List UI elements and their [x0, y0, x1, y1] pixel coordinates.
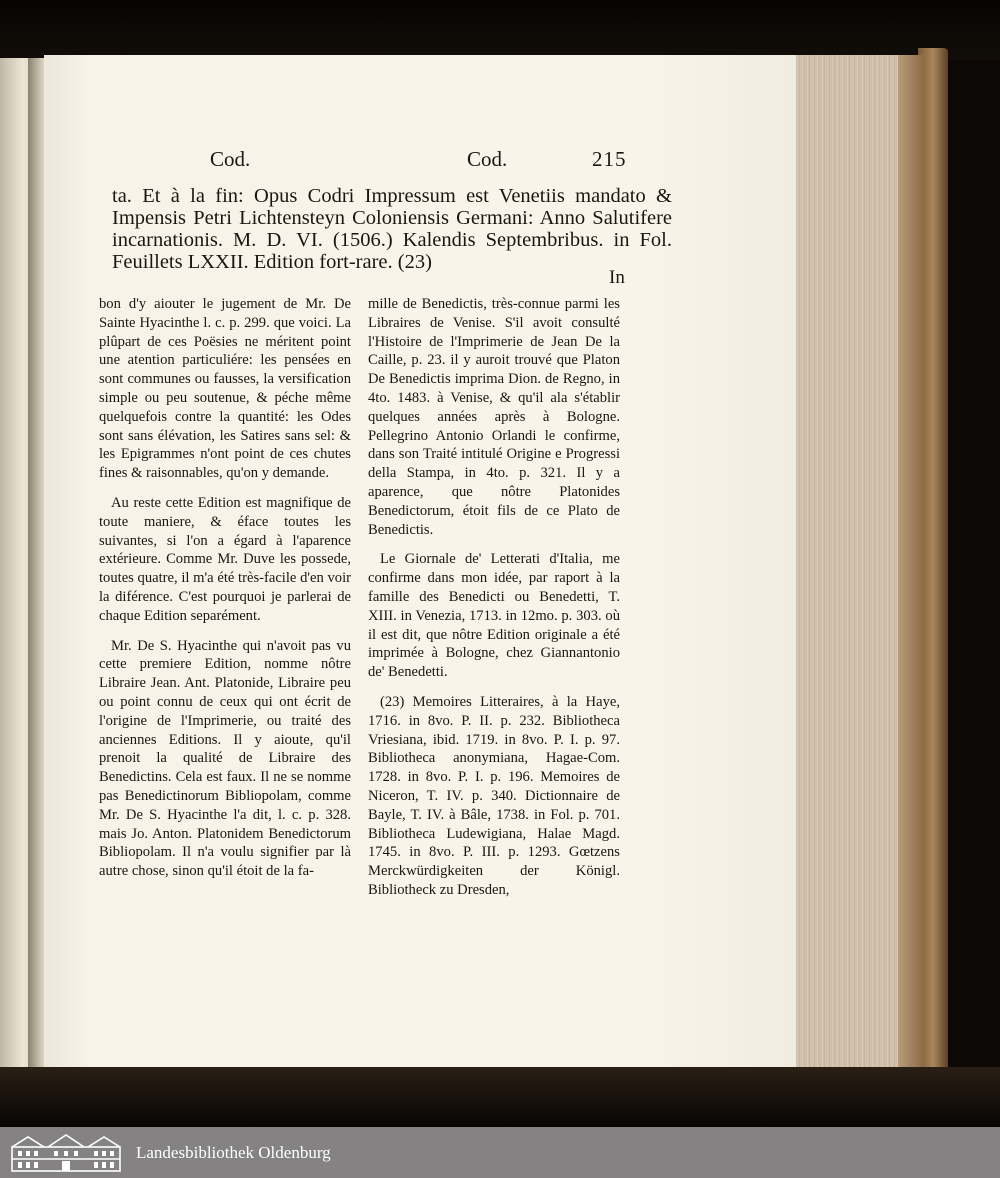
page-number: 215 [592, 147, 627, 171]
library-building-icon [8, 1133, 124, 1173]
catalog-entry: ta. Et à la fin: Opus Codri Impressum est Venetiis mandato & Impensis Petri Lichtensteyn Coloniensis Germani: Anno Salutifere incarnationis. M. D. VI. (1506.) Kalendis Septembribus. in Fol. Feuillets LXXII. Edition fort-rare. (23) [112, 185, 672, 273]
background-bottom [0, 1067, 1000, 1127]
paragraph: mille de Benedictis, très-connue parmi les Libraires de Venise. S'il avoit consulté l'Histoire de l'Imprimerie de Jean De la Caille, p. 23. il y auroit trouvé que Platon De Benedictis imprima Dion. de Regno, in 4to. 1483. à Venise, & qu'il ala s'établir quelques années après à Bologne. Pellegrino Antonio Orlandi le confirme, dans son Traité intitulé Origine e Progressi della Stampa, in 4to. p. 321. Il y a aparence, que nôtre Platonides Benedictorum, étoit fils de ce Plato de Benedictis. [368, 296, 620, 538]
paragraph: Le Giornale de' Letterati d'Italia, me confirme dans mon idée, par raport à la famille des Benedicti ou Benedetti, T. XIII. in Venezia, 1713. in 12mo. p. 303. où il est dit, que nôtre Edition originale a été imprimée à Bologne, chez Giannantonio de' Benedetti. [368, 551, 620, 681]
paragraph: Au reste cette Edition est magnifique de toute maniere, & éface toutes les suivantes, si l'on a égard à l'aparence extérieure. Comme Mr. Duve les possede, toutes quatre, il m'a été très-facile d'en voir la diférence. C'est pourquoi je parlerai de chaque Edition separément. [99, 494, 351, 624]
running-head-left: Cod. [210, 147, 251, 171]
paragraph: bon d'y aiouter le jugement de Mr. De Sainte Hyacinthe l. c. p. 299. que voici. La plûpart de ces Poësies ne méritent point une atention particuliére: les pensées en sont communes ou fausses, la versification simple ou peu soutenue, & péche même quelquefois contre la quantité: les Odes sont sans élévation, les Satires sans sel: & les Epigrammes n'ont point de ces chutes fines & raisonnables, qu'on y demande. [99, 296, 351, 482]
library-name: Landesbibliothek Oldenburg [136, 1142, 331, 1162]
page-edges [796, 55, 924, 1067]
footnote: (23) Memoires Litteraires, à la Haye, 1716. in 8vo. P. II. p. 232. Bibliotheca Vriesiana, ibid. 1719. in 8vo. P. I. p. 97. Bibliotheca anonymiana, Hagae-Com. 1728. in 8vo. P. I. p. 196. Memoires de Niceron, T. IV. p. 340. Dictionnaire de Bayle, T. IV. à Bâle, 1738. in Fol. p. 701. Bibliotheca Ludewigiana, Halae Magd. 1745. in 8vo. P. III. p. 1293. Gœtzens Merckwürdigkeiten der Königl. Bibliotheck zu Dresden, [368, 693, 620, 898]
background-top [0, 0, 1000, 60]
left-column [99, 295, 351, 892]
footer-bar [0, 1127, 1000, 1178]
right-column [368, 295, 620, 911]
paragraph: Mr. De S. Hyacinthe qui n'avoit pas vu cette premiere Edition, nomme nôtre Libraire Jean. Ant. Platonide, Libraire peu ou point connu de ceux qui ont écrit de l'origine de l'Imprimerie, ou traité des anciennes Editions. Il y aioute, qu'il prenoit la qualité de Libraire des Benedictins. Cela est faux. Il ne se nomme pas Benedictinorum Bibliopolam, comme Mr. De S. Hyacinthe l'a dit, l. c. p. 328. mais Jo. Anton. Platonidem Benedictorum Bibliopolam. Il n'a voulu signifier par là autre chose, sinon qu'il étoit de la fa- [99, 637, 351, 880]
running-head-center: Cod. [467, 147, 508, 171]
catchword: In [609, 267, 625, 288]
book-page [44, 55, 796, 1067]
